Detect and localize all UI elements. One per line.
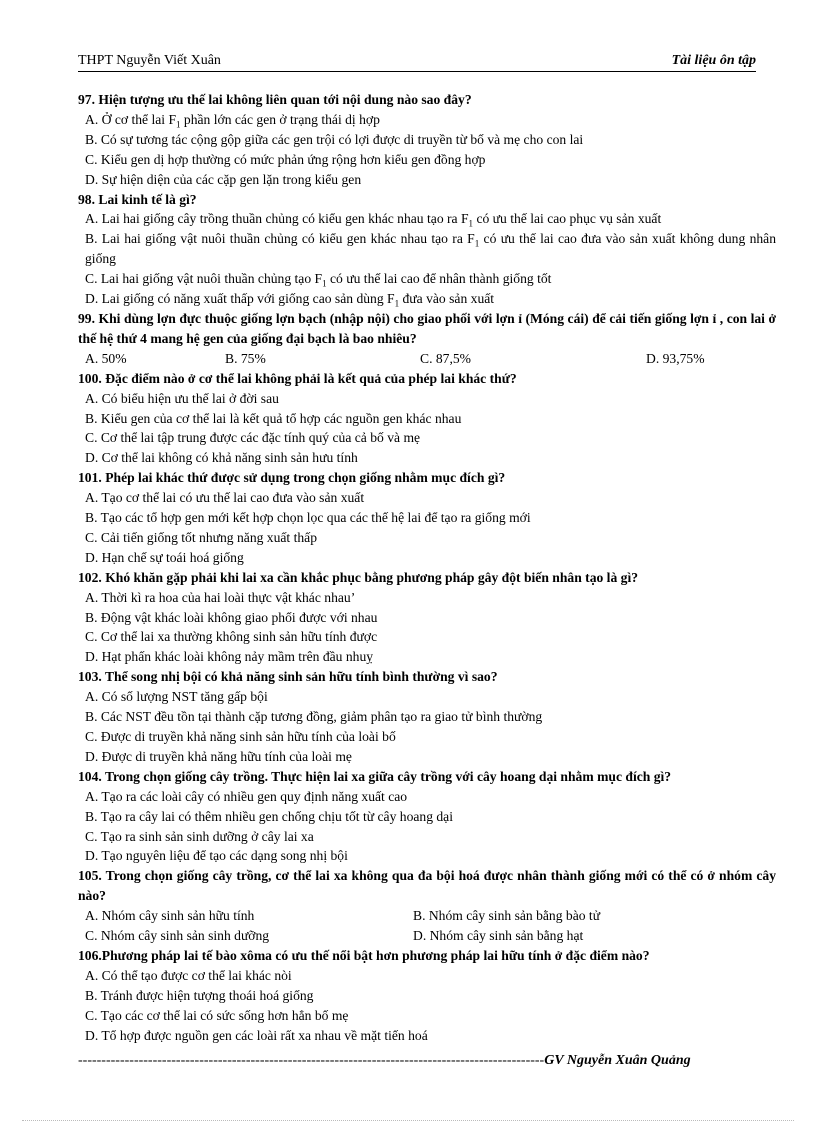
question-97: 97. Hiện tượng ưu thế lai không liên quan tới nội dung nào sao đây? [78, 92, 472, 107]
question-101-option-d: D. Hạn chế sự toái hoá giống [85, 549, 244, 565]
question-98-option-d: D. Lai giống có năng xuất thấp với giống cao sản dùng $F_1$ đưa vào sản xuất [85, 291, 495, 309]
question-105-option-d: D. Nhóm cây sinh sản bằng hạt [413, 928, 584, 944]
question-101-option-a: A. Tạo cơ thể lai có ưu thế lai cao đưa vào sản xuất [85, 490, 365, 506]
question-99: 99. Khi dùng lợn đực thuộc giống lợn bạch (nhập nội) cho giao phối với lợn ỉ (Móng cái) để cải tiến giống lợn ỉ , con lai ở thế hệ thứ 4 mang hệ gen của giống đại bạch là bao nhiêu? [78, 310, 777, 346]
question-105-option-b: B. Nhóm cây sinh sản bằng bào tử [413, 908, 601, 924]
question-106-option-c: C. Tạo các cơ thể lai có sức sống hơn hẳn bố mẹ [85, 1007, 349, 1023]
question-97-option-d: D. Sự hiện diện của các cặp gen lặn trong kiểu gen [85, 171, 362, 187]
question-100-option-b: B. Kiểu gen của cơ thể lai là kết quả tổ hợp các nguồn gen khác nhau [85, 410, 462, 426]
question-103: 103. Thể song nhị bội có khả năng sinh sản hữu tính bình thường vì sao? [78, 669, 498, 685]
page-header [78, 53, 756, 72]
question-104-option-c: C. Tạo ra sinh sản sinh dưỡng ở cây lai xa [85, 828, 314, 844]
question-105-options-row-1 [78, 906, 776, 926]
question-99-option-d: D. 93,75% [646, 350, 705, 366]
question-103-option-b: B. Các NST đều tồn tại thành cặp tương đồng, giảm phân tạo ra giao tử bình thường [85, 709, 543, 725]
question-104-option-d: D. Tạo nguyên liệu để tạo các dạng song nhị bội [85, 848, 348, 864]
question-101-option-c: C. Cải tiến giống tốt nhưng năng xuất thấp [85, 529, 318, 545]
question-99-option-c: C. 87,5% [420, 350, 471, 366]
question-98-option-b: B. Lai hai giống vật nuôi thuần chủng có kiểu gen khác nhau tạo ra $F_1$ có ưu thế lai cao đưa vào sản xuất không dung nhân giống [85, 231, 777, 267]
question-106-option-d: D. Tổ hợp được nguồn gen các loài rất xa nhau về mặt tiến hoá [85, 1027, 428, 1043]
page-edge-divider [22, 1120, 794, 1121]
question-97-option-a: A. Ở cơ thể lai $F_1$ phần lớn các gen ở trạng thái dị hợp [85, 111, 380, 130]
question-103-option-a: A. Có số lượng NST tăng gấp bội [85, 689, 268, 705]
question-102-option-b: B. Động vật khác loài không giao phối được với nhau [85, 609, 378, 625]
question-98: 98. Lai kinh tế là gì? [78, 191, 197, 207]
question-105-options-row-2 [78, 926, 776, 946]
question-104-option-b: B. Tạo ra cây lai có thêm nhiều gen chống chịu tốt từ cây hoang dại [85, 808, 453, 824]
footer-author: GV Nguyễn Xuân Quảng [544, 1053, 691, 1068]
question-106: 106.Phương pháp lai tế bào xôma có ưu thế nổi bật hơn phương pháp lai hữu tính ở đặc điểm nào? [78, 947, 650, 963]
question-list [78, 90, 776, 1046]
school-name: THPT Nguyễn Viết Xuân [78, 53, 221, 68]
question-97-option-b: B. Có sự tương tác cộng gộp giữa các gen trội có lợi được di truyền từ bố và mẹ cho con lai [85, 131, 584, 147]
question-103-option-c: C. Được di truyền khả năng sinh sản hữu tính của loài bố [85, 729, 396, 744]
question-100: 100. Đặc điểm nào ở cơ thể lai không phải là kết quả của phép lai khác thứ? [78, 370, 517, 386]
question-104: 104. Trong chọn giống cây trồng. Thực hiện lai xa giữa cây trồng với cây hoang dại nhằm mục đích gì? [78, 768, 672, 784]
question-105-option-a: A. Nhóm cây sinh sản hữu tính [85, 908, 255, 924]
question-101: 101. Phép lai khác thứ được sử dụng trong chọn giống nhằm mục đích gì? [78, 470, 506, 486]
question-101-option-b: B. Tạo các tổ hợp gen mới kết hợp chọn lọc qua các thế hệ lai để tạo ra giống mới [85, 510, 531, 526]
question-102-option-a: A. Thời kì ra hoa của hai loài thực vật khác nhau’ [85, 589, 356, 605]
question-98-option-a: A. Lai hai giống cây trồng thuần chủng có kiểu gen khác nhau tạo ra $F_1$ có ưu thế lai cao phục vụ sản xuất [85, 211, 662, 230]
document-type: Tài liệu ôn tập [671, 53, 756, 68]
question-99-options [78, 349, 776, 369]
question-98-option-c: C. Lai hai giống vật nuôi thuần chủng tạo $F_1$ có ưu thế lai cao để nhân thành giống tốt [85, 271, 552, 289]
question-102-option-d: D. Hạt phấn khác loài không nảy mầm trên đầu nhuỵ [85, 649, 374, 665]
question-100-option-d: D. Cơ thể lai không có khả năng sinh sản hưu tính [85, 450, 358, 466]
question-103-option-d: D. Được di truyền khả năng hữu tính của loài mẹ [85, 748, 352, 764]
question-106-option-a: A. Có thể tạo được cơ thể lai khác nòi [85, 967, 292, 983]
question-105-option-c: C. Nhóm cây sinh sản sinh dưỡng [85, 928, 270, 944]
question-100-option-c: C. Cơ thể lai tập trung được các đặc tính quý của cả bố và mẹ [85, 430, 421, 446]
question-99-option-a: A. 50% [85, 350, 127, 366]
footer-dashes: ---------------------------------------------------------------------------------------------------- [78, 1053, 545, 1068]
question-104-option-a: A. Tạo ra các loài cây có nhiều gen quy định năng xuất cao [85, 788, 408, 804]
question-102-option-c: C. Cơ thể lai xa thường không sinh sản hữu tính được [85, 629, 378, 645]
page-footer [78, 1053, 758, 1069]
question-106-option-b: B. Tránh được hiện tượng thoái hoá giống [85, 987, 314, 1003]
question-100-option-a: A. Có biểu hiện ưu thế lai ở đời sau [85, 390, 279, 406]
question-97-option-c: C. Kiểu gen dị hợp thường có mức phản ứng rộng hơn kiểu gen đồng hợp [85, 151, 486, 167]
question-102: 102. Khó khăn gặp phải khi lai xa cần khắc phục bằng phương pháp gây đột biến nhân tạo là gì? [78, 569, 639, 585]
question-99-option-b: B. 75% [225, 350, 266, 366]
question-105: 105. Trong chọn giống cây trồng, cơ thể lai xa không qua đa bội hoá được nhân thành giống mới có thể có ở nhóm cây nào? [78, 868, 777, 904]
